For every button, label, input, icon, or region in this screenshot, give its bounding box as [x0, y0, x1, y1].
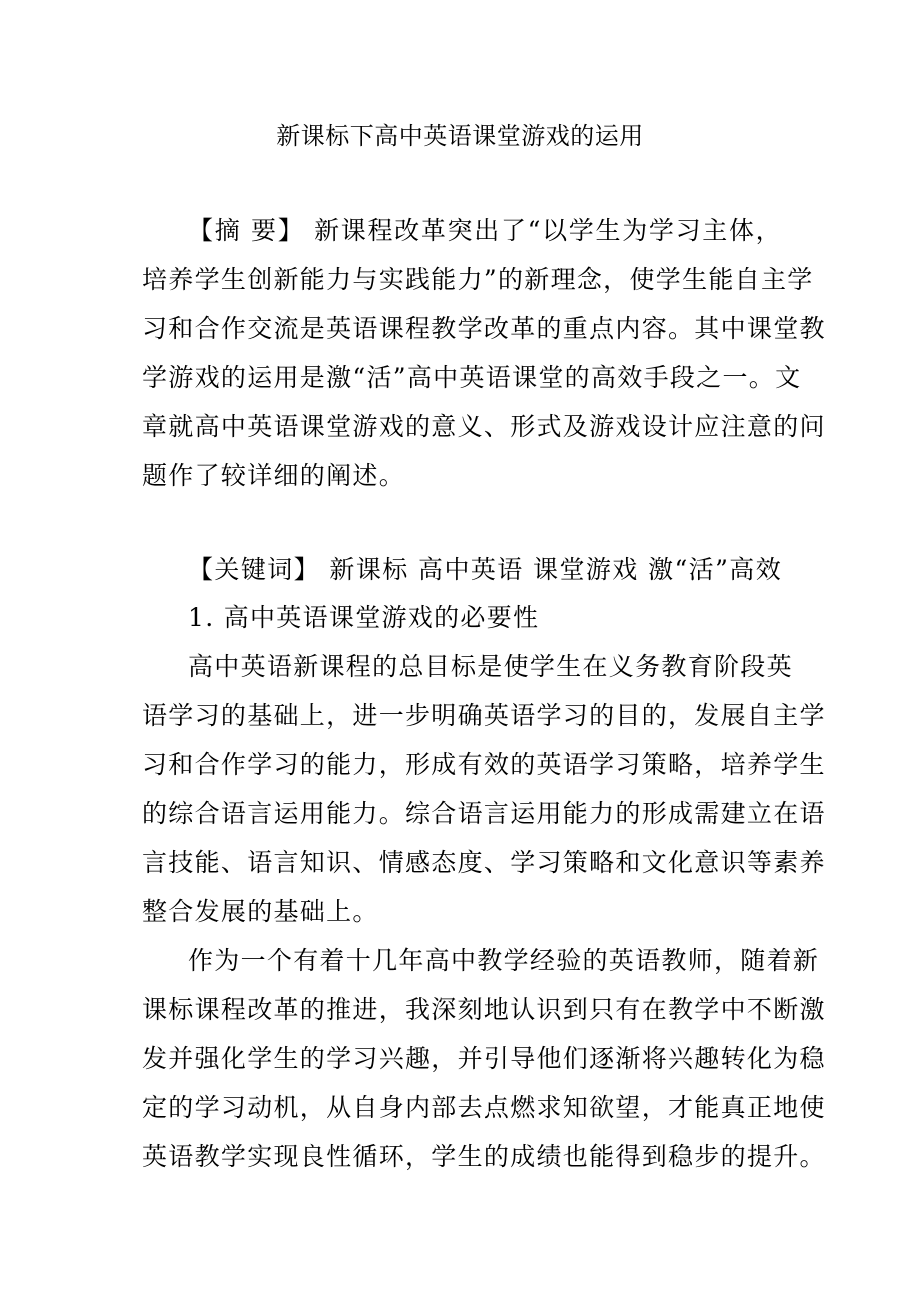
paragraph-line: 言技能、语言知识、情感态度、学习策略和文化意识等素养 — [142, 848, 826, 877]
paragraph-line: 的综合语言运用能力。综合语言运用能力的形成需建立在语 — [142, 799, 826, 828]
abstract-line: 习和合作交流是英语课程教学改革的重点内容。其中课堂教 — [142, 314, 826, 343]
abstract-line: 【摘 要】 新课程改革突出了“以学生为学习主体， — [188, 216, 782, 245]
keywords-line: 【关键词】 新课标 高中英语 课堂游戏 激“活”高效 — [188, 555, 782, 584]
paragraph-line: 语学习的基础上，进一步明确英语学习的目的，发展自主学 — [142, 701, 826, 730]
paragraph-line: 发并强化学生的学习兴趣，并引导他们逐渐将兴趣转化为稳 — [142, 1044, 826, 1073]
paragraph-line: 高中英语新课程的总目标是使学生在义务教育阶段英 — [188, 652, 793, 681]
section-heading: 1. 高中英语课堂游戏的必要性 — [188, 603, 540, 632]
abstract-line: 章就高中英语课堂游戏的意义、形式及游戏设计应注意的问 — [142, 412, 826, 441]
document-title: 新课标下高中英语课堂游戏的运用 — [276, 122, 644, 150]
abstract-line: 培养学生创新能力与实践能力”的新理念，使学生能自主学 — [142, 265, 814, 294]
paragraph-line: 课标课程改革的推进，我深刻地认识到只有在教学中不断激 — [142, 995, 826, 1024]
paragraph-line: 作为一个有着十几年高中教学经验的英语教师，随着新 — [188, 946, 820, 975]
paragraph-line: 整合发展的基础上。 — [142, 897, 379, 926]
paragraph-line: 英语教学实现良性循环，学生的成绩也能得到稳步的提升。 — [142, 1142, 826, 1171]
paragraph-line: 习和合作学习的能力，形成有效的英语学习策略，培养学生 — [142, 750, 826, 779]
abstract-line: 学游戏的运用是激“活”高中英语课堂的高效手段之一。文 — [142, 363, 802, 392]
paragraph-line: 定的学习动机，从自身内部去点燃求知欲望，才能真正地使 — [142, 1093, 826, 1122]
abstract-line: 题作了较详细的阐述。 — [142, 461, 406, 490]
